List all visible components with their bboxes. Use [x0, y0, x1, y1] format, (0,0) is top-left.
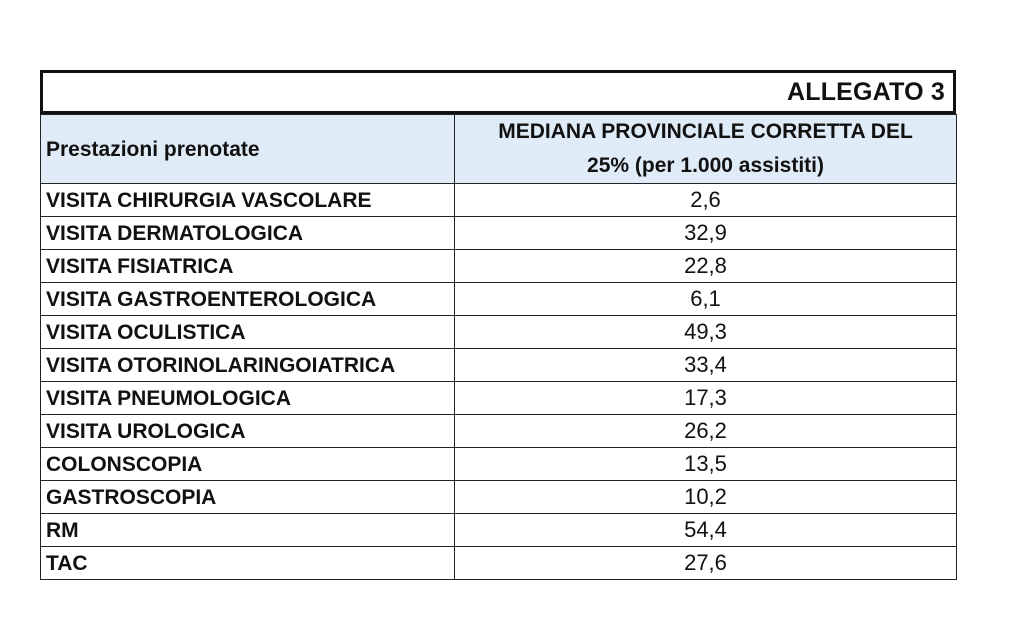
service-name: GASTROSCOPIA: [41, 481, 455, 514]
service-name: VISITA OTORINOLARINGOIATRICA: [41, 349, 455, 382]
service-name: VISITA FISIATRICA: [41, 250, 455, 283]
table-row: [41, 547, 957, 580]
table-row: [41, 316, 957, 349]
service-name: VISITA PNEUMOLOGICA: [41, 382, 455, 415]
service-name: TAC: [41, 547, 455, 580]
median-value: 32,9: [455, 217, 957, 250]
service-name: VISITA UROLOGICA: [41, 415, 455, 448]
column-header-median-line1: MEDIANA PROVINCIALE CORRETTA DEL: [498, 120, 913, 143]
table-title: [40, 70, 956, 114]
median-value: 22,8: [455, 250, 957, 283]
median-value: 26,2: [455, 415, 957, 448]
median-value: 49,3: [455, 316, 957, 349]
column-header-services: Prestazioni prenotate: [41, 115, 455, 184]
table-row: [41, 382, 957, 415]
services-table: [40, 114, 957, 580]
column-header-median: [455, 115, 957, 184]
median-value: 6,1: [455, 283, 957, 316]
table-row: [41, 184, 957, 217]
table-row: [41, 217, 957, 250]
column-header-median-line2: 25% (per 1.000 assistiti): [587, 154, 824, 177]
table-row: [41, 514, 957, 547]
median-value: 27,6: [455, 547, 957, 580]
table-row: [41, 448, 957, 481]
service-name: VISITA GASTROENTEROLOGICA: [41, 283, 455, 316]
median-value: 54,4: [455, 514, 957, 547]
table-row: [41, 250, 957, 283]
table-row: [41, 481, 957, 514]
allegato-table-container: [40, 70, 956, 580]
service-name: VISITA OCULISTICA: [41, 316, 455, 349]
title-text: ALLEGATO 3: [786, 77, 945, 106]
median-value: 2,6: [455, 184, 957, 217]
service-name: VISITA CHIRURGIA VASCOLARE: [41, 184, 455, 217]
median-value: 13,5: [455, 448, 957, 481]
table-row: [41, 415, 957, 448]
table-row: [41, 349, 957, 382]
median-value: 10,2: [455, 481, 957, 514]
median-value: 17,3: [455, 382, 957, 415]
service-name: VISITA DERMATOLOGICA: [41, 217, 455, 250]
service-name: COLONSCOPIA: [41, 448, 455, 481]
header-row: [41, 115, 957, 184]
median-value: 33,4: [455, 349, 957, 382]
table-row: [41, 283, 957, 316]
service-name: RM: [41, 514, 455, 547]
